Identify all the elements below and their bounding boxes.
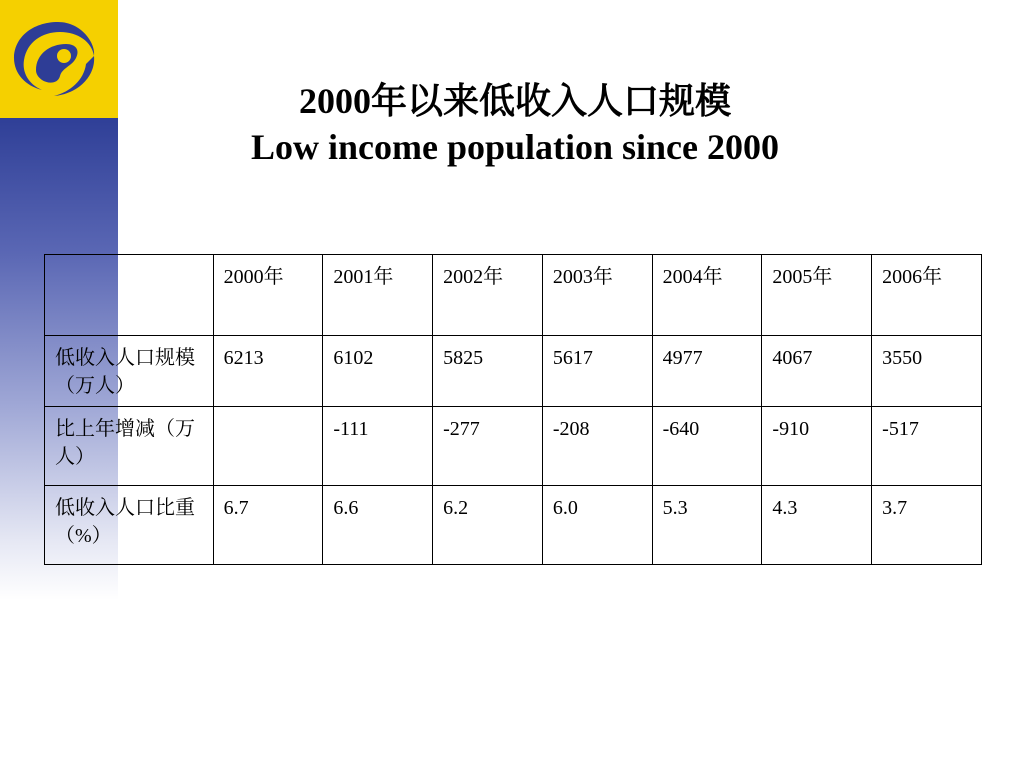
table-row <box>45 336 982 407</box>
header-cell-2006: 2006年 <box>872 255 982 336</box>
table-cell: 4067 <box>762 336 872 407</box>
table-row <box>45 407 982 486</box>
row-label: 低收入人口比重（%） <box>45 486 214 565</box>
slide-title <box>120 78 910 170</box>
statistics-bureau-logo-icon <box>6 14 110 104</box>
row-label: 低收入人口规模（万人） <box>45 336 214 407</box>
table-cell: 4977 <box>652 336 762 407</box>
table-cell: 4.3 <box>762 486 872 565</box>
header-cell-2001: 2001年 <box>323 255 433 336</box>
table-cell: 6102 <box>323 336 433 407</box>
table-cell: 6.6 <box>323 486 433 565</box>
table-row <box>45 486 982 565</box>
table-cell: -277 <box>433 407 543 486</box>
title-chinese: 2000年以来低收入人口规模 <box>298 81 731 121</box>
table-cell: 5617 <box>542 336 652 407</box>
low-income-table <box>44 254 982 565</box>
table-cell <box>213 407 323 486</box>
table-cell: 5.3 <box>652 486 762 565</box>
header-cell-2005: 2005年 <box>762 255 872 336</box>
table-cell: 3.7 <box>872 486 982 565</box>
table-header-row <box>45 255 982 336</box>
header-cell-2003: 2003年 <box>542 255 652 336</box>
table-cell: -640 <box>652 407 762 486</box>
table-cell: 6.2 <box>433 486 543 565</box>
table-cell: 3550 <box>872 336 982 407</box>
table-cell: -111 <box>323 407 433 486</box>
header-cell-2002: 2002年 <box>433 255 543 336</box>
table-cell: 6.0 <box>542 486 652 565</box>
table-cell: 6213 <box>213 336 323 407</box>
title-english: Low income population since 2000 <box>250 127 780 167</box>
header-cell-2000: 2000年 <box>213 255 323 336</box>
table-cell: 5825 <box>433 336 543 407</box>
logo-block <box>0 0 118 118</box>
row-label: 比上年增减（万人） <box>45 407 214 486</box>
table-cell: -517 <box>872 407 982 486</box>
header-cell-empty <box>45 255 214 336</box>
table-cell: -910 <box>762 407 872 486</box>
table-cell: -208 <box>542 407 652 486</box>
header-cell-2004: 2004年 <box>652 255 762 336</box>
table-cell: 6.7 <box>213 486 323 565</box>
